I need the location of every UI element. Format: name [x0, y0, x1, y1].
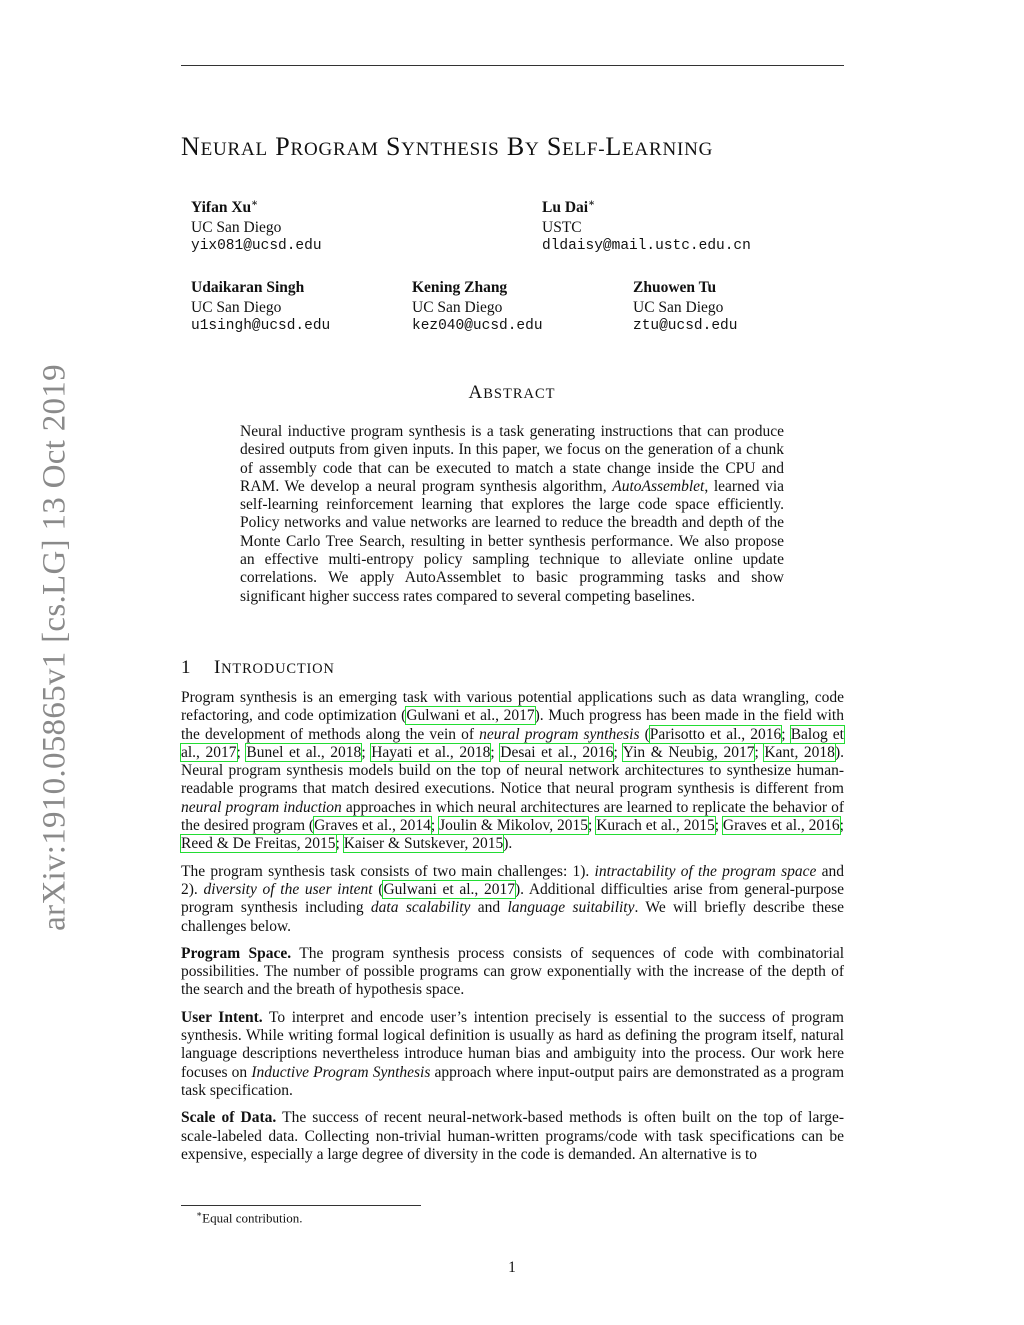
citation-link[interactable]: Kurach et al., 2015 [596, 817, 715, 835]
author-affiliation: UC San Diego [412, 298, 503, 316]
paragraph-heading: User Intent. [181, 1008, 263, 1026]
citation-link[interactable]: Graves et al., 2014 [314, 817, 431, 835]
author-affiliation: USTC [542, 218, 582, 236]
citation-link[interactable]: Balog et al., 2017 [181, 725, 844, 761]
author-email: kez040@ucsd.edu [412, 318, 543, 334]
page-number: 1 [508, 1259, 516, 1276]
citation-link[interactable]: Kant, 2018 [764, 743, 835, 761]
author-name: Lu Dai [542, 199, 589, 217]
author-block: Lu Dai∗ USTC dldaisy@mail.ustc.edu.cn [542, 194, 751, 257]
author-email: ztu@ucsd.edu [633, 318, 738, 334]
author-block [412, 278, 543, 337]
paragraph-heading: Scale of Data. [181, 1109, 277, 1127]
paragraph-heading: Program Space. [181, 944, 292, 962]
citation-link[interactable]: Yin & Neubig, 2017 [622, 743, 755, 761]
top-rule [181, 65, 844, 66]
author-block: Yifan Xu∗ UC San Diego yix081@ucsd.edu [191, 194, 322, 257]
citation-link[interactable]: Joulin & Mikolov, 2015 [439, 817, 589, 835]
citation-link[interactable]: Hayati et al., 2018 [371, 743, 491, 761]
footnote: ∗Equal contribution. [196, 1209, 303, 1226]
citation-link[interactable]: Graves et al., 2016 [722, 817, 840, 835]
author-name: Zhuowen Tu [633, 279, 717, 296]
author-email: u1singh@ucsd.edu [191, 318, 331, 334]
citation-link[interactable]: Bunel et al., 2018 [246, 743, 362, 761]
paper-title: NEURAL PROGRAM SYNTHESIS BY SELF-LEARNING [181, 132, 714, 161]
paragraph: Program Space. The program synthesis process consists of sequences of code with combinatorial possibilities. The number of possible programs can grow exponentially with the increase of the depth of the search and the breath of hypothesis space. [181, 944, 845, 999]
citation-link[interactable]: Parisotto et al., 2016 [649, 725, 782, 743]
author-name: Udaikaran Singh [191, 279, 305, 296]
introduction-body [181, 689, 844, 1173]
citation-link[interactable]: Kaiser & Sutskever, 2015 [343, 835, 504, 853]
paragraph: The program synthesis task consists of two main challenges: 1). intractability of the program space and 2). diversity of the user intent (Gulwani et al., 2017). Additional difficulties arise from general-purpose program synthesis including data scalability and language suitability. We will briefly describe these challenges below. [181, 862, 844, 935]
arxiv-sidebar-id: arXiv:1910.05865v1 [cs.LG] 13 Oct 2019 [36, 364, 73, 931]
section-heading-introduction: 1 INTRODUCTION [181, 657, 335, 678]
author-affiliation: UC San Diego [191, 218, 282, 236]
author-block [191, 278, 330, 337]
citation-link[interactable]: Reed & De Freitas, 2015 [181, 835, 336, 853]
abstract-heading: ABSTRACT [468, 382, 556, 403]
author-email: dldaisy@mail.ustc.edu.cn [542, 238, 751, 255]
author-block [633, 278, 737, 337]
citation-link[interactable]: Gulwani et al., 2017 [383, 880, 515, 898]
paragraph: User Intent. To interpret and encode user’s intention precisely is essential to the success of program synthesis. While writing formal logical definition is usually as hard as defining the program itself, natural language descriptions nevertheless introduce human bias and ambiguity into the process. Our work here focuses on Inductive Program Synthesis approach where input-output pairs are demonstrated as a program task specification. [181, 1008, 844, 1099]
paragraph: Program synthesis is an emerging task with various potential applications such as data wrangling, code refactoring, and code optimization (Gulwani et al., 2017). Much progress has been made in the field with the development of methods along the vein of neural program synthesis (Parisotto et al., 2016; Balog et al., 2017; Bunel et al., 2018; Hayati et al., 2018; Desai et al., 2016; Yin & Neubig, 2017; Kant, 2018). Neural program synthesis models build on the top of neural network architectures to synthesize human-readable programs that match desired executions. Notice that neural program synthesis is different from neural program induction approaches in which neural architectures are learned to replicate the behavior of the desired program (Graves et al., 2014; Joulin & Mikolov, 2015; Kurach et al., 2015; Graves et al., 2016; Reed & De Freitas, 2015; Kaiser & Sutskever, 2015). [181, 689, 844, 853]
author-affiliation: UC San Diego [633, 298, 724, 316]
author-email: yix081@ucsd.edu [191, 238, 322, 255]
citation-link[interactable]: Desai et al., 2016 [500, 743, 614, 761]
citation-link[interactable]: Gulwani et al., 2017 [406, 707, 535, 725]
paragraph: Scale of Data. The success of recent neural-network-based methods is often built on the top of large-scale-labeled data. Collecting non-trivial human-written programs/code with task specifications can be expensive, especially a large degree of diversity in the code is demanded. An alternative is to [181, 1109, 844, 1163]
abstract-text: Neural inductive program synthesis is a task generating instructions that can produce desired outputs from given inputs. In this paper, we focus on the generation of a chunk of assembly code that can be executed to match a state change inside the CPU and RAM. We develop a neural program synthesis algorithm, AutoAssemblet, learned via self-learning reinforcement learning that explores the large code space efficiently. Policy networks and value networks are learned to reduce the breadth and depth of the Monte Carlo Tree Search, resulting in better synthesis performance. We also propose an effective multi-entropy policy sampling technique to alleviate online update correlations. We apply AutoAssemblet to basic programming tasks and show significant higher success rates compared to several competing baselines. [240, 423, 784, 605]
author-affiliation: UC San Diego [191, 298, 282, 316]
author-name: Kening Zhang [412, 279, 508, 296]
author-name: Yifan Xu [191, 199, 252, 217]
footnote-rule [181, 1205, 421, 1206]
